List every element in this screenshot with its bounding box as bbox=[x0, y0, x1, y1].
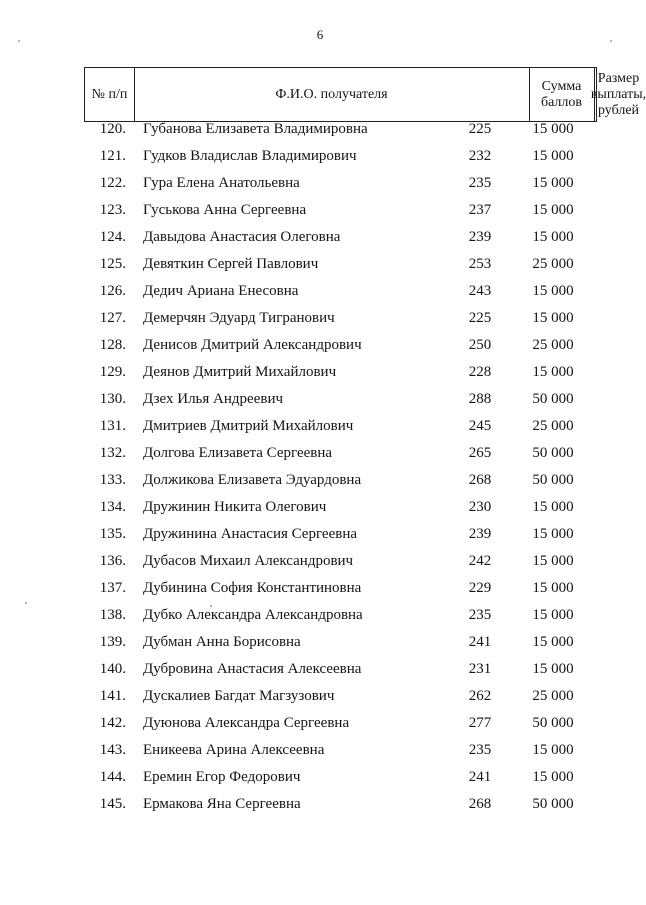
payment-amount: 50 000 bbox=[532, 715, 574, 731]
payment-amount: 15 000 bbox=[532, 742, 574, 758]
scan-speck bbox=[210, 605, 212, 607]
table-row bbox=[0, 792, 640, 819]
recipient-name: Деянов Дмитрий Михайлович bbox=[143, 364, 337, 380]
row-number: 138. bbox=[99, 607, 126, 623]
payment-amount: 15 000 bbox=[532, 310, 574, 326]
table-row bbox=[0, 387, 640, 414]
table-row bbox=[0, 468, 640, 495]
recipient-name: Дзех Илья Андреевич bbox=[143, 391, 284, 407]
payment-amount: 15 000 bbox=[532, 769, 574, 785]
recipient-name: Еникеева Арина Алексеевна bbox=[143, 742, 325, 758]
header-payment: Размер выплаты, рублей bbox=[590, 70, 646, 118]
payment-amount: 15 000 bbox=[532, 364, 574, 380]
row-number: 139. bbox=[99, 634, 126, 650]
table-row bbox=[0, 657, 640, 684]
score-sum: 232 bbox=[468, 148, 492, 164]
row-number: 140. bbox=[99, 661, 126, 677]
row-number: 126. bbox=[99, 283, 126, 299]
payment-amount: 15 000 bbox=[532, 634, 574, 650]
header-score: Сумма баллов bbox=[529, 68, 595, 121]
recipient-name: Дружинин Никита Олегович bbox=[143, 499, 327, 515]
row-number: 137. bbox=[99, 580, 126, 596]
table-row bbox=[0, 603, 640, 630]
row-number: 120. bbox=[99, 121, 126, 137]
recipient-name: Дускалиев Багдат Магзузович bbox=[143, 688, 335, 704]
score-sum: 243 bbox=[468, 283, 492, 299]
score-sum: 239 bbox=[468, 229, 492, 245]
recipient-name: Дубровина Анастасия Алексеевна bbox=[143, 661, 362, 677]
payment-amount: 15 000 bbox=[532, 499, 574, 515]
row-number: 136. bbox=[99, 553, 126, 569]
payment-amount: 25 000 bbox=[532, 256, 574, 272]
table-row bbox=[0, 441, 640, 468]
payment-amount: 15 000 bbox=[532, 175, 574, 191]
table-row bbox=[0, 279, 640, 306]
score-sum: 277 bbox=[468, 715, 492, 731]
recipient-name: Дубасов Михаил Александрович bbox=[143, 553, 354, 569]
score-sum: 241 bbox=[468, 769, 492, 785]
recipient-name: Ермакова Яна Сергеевна bbox=[143, 796, 301, 812]
row-number: 145. bbox=[99, 796, 126, 812]
table-row bbox=[0, 765, 640, 792]
recipient-name: Должикова Елизавета Эдуардовна bbox=[143, 472, 362, 488]
table-row bbox=[0, 306, 640, 333]
score-sum: 237 bbox=[468, 202, 492, 218]
payment-amount: 50 000 bbox=[532, 796, 574, 812]
row-number: 123. bbox=[99, 202, 126, 218]
score-sum: 225 bbox=[468, 121, 492, 137]
recipient-name: Демерчян Эдуард Тигранович bbox=[143, 310, 335, 326]
score-sum: 241 bbox=[468, 634, 492, 650]
recipient-name: Денисов Дмитрий Александрович bbox=[143, 337, 362, 353]
score-sum: 239 bbox=[468, 526, 492, 542]
recipient-name: Дружинина Анастасия Сергеевна bbox=[143, 526, 358, 542]
score-sum: 229 bbox=[468, 580, 492, 596]
score-sum: 245 bbox=[468, 418, 492, 434]
table-body bbox=[0, 117, 640, 819]
score-sum: 235 bbox=[468, 175, 492, 191]
payment-amount: 50 000 bbox=[532, 472, 574, 488]
table-row bbox=[0, 414, 640, 441]
row-number: 129. bbox=[99, 364, 126, 380]
row-number: 131. bbox=[99, 418, 126, 434]
recipient-name: Давыдова Анастасия Олеговна bbox=[143, 229, 341, 245]
payment-amount: 15 000 bbox=[532, 580, 574, 596]
table-row bbox=[0, 684, 640, 711]
table-row bbox=[0, 711, 640, 738]
row-number: 142. bbox=[99, 715, 126, 731]
row-number: 121. bbox=[99, 148, 126, 164]
row-number: 132. bbox=[99, 445, 126, 461]
payment-amount: 15 000 bbox=[532, 283, 574, 299]
row-number: 128. bbox=[99, 337, 126, 353]
table-row bbox=[0, 333, 640, 360]
header-num: № п/п bbox=[85, 68, 135, 121]
row-number: 143. bbox=[99, 742, 126, 758]
payment-amount: 15 000 bbox=[532, 526, 574, 542]
payment-amount: 50 000 bbox=[532, 391, 574, 407]
recipient-name: Долгова Елизавета Сергеевна bbox=[143, 445, 333, 461]
payment-amount: 15 000 bbox=[532, 121, 574, 137]
table-row bbox=[0, 117, 640, 144]
score-sum: 235 bbox=[468, 742, 492, 758]
recipient-name: Дубман Анна Борисовна bbox=[143, 634, 301, 650]
page-number: 6 bbox=[316, 27, 324, 42]
table-row bbox=[0, 576, 640, 603]
score-sum: 225 bbox=[468, 310, 492, 326]
row-number: 124. bbox=[99, 229, 126, 245]
table-row bbox=[0, 171, 640, 198]
recipient-name: Губанова Елизавета Владимировна bbox=[143, 121, 368, 137]
table-row bbox=[0, 738, 640, 765]
payment-amount: 15 000 bbox=[532, 229, 574, 245]
row-number: 133. bbox=[99, 472, 126, 488]
header-name: Ф.И.О. получателя bbox=[134, 68, 530, 121]
payment-amount: 15 000 bbox=[532, 553, 574, 569]
recipient-name: Дмитриев Дмитрий Михайлович bbox=[143, 418, 354, 434]
row-number: 125. bbox=[99, 256, 126, 272]
recipient-name: Гуськова Анна Сергеевна bbox=[143, 202, 307, 218]
table-header bbox=[84, 67, 646, 122]
recipient-name: Дубинина София Константиновна bbox=[143, 580, 362, 596]
payment-amount: 50 000 bbox=[532, 445, 574, 461]
row-number: 130. bbox=[99, 391, 126, 407]
score-sum: 268 bbox=[468, 472, 492, 488]
payment-amount: 15 000 bbox=[532, 607, 574, 623]
payment-amount: 25 000 bbox=[532, 688, 574, 704]
table-row bbox=[0, 144, 640, 171]
score-sum: 262 bbox=[468, 688, 492, 704]
recipient-name: Гудков Владислав Владимирович bbox=[143, 148, 357, 164]
recipient-name: Гура Елена Анатольевна bbox=[143, 175, 300, 191]
score-sum: 288 bbox=[468, 391, 492, 407]
score-sum: 228 bbox=[468, 364, 492, 380]
score-sum: 235 bbox=[468, 607, 492, 623]
score-sum: 268 bbox=[468, 796, 492, 812]
table-row bbox=[0, 495, 640, 522]
score-sum: 250 bbox=[468, 337, 492, 353]
row-number: 144. bbox=[99, 769, 126, 785]
score-sum: 231 bbox=[468, 661, 492, 677]
table-row bbox=[0, 549, 640, 576]
scan-speck bbox=[25, 602, 27, 604]
row-number: 122. bbox=[99, 175, 126, 191]
row-number: 135. bbox=[99, 526, 126, 542]
payment-amount: 25 000 bbox=[532, 418, 574, 434]
score-sum: 230 bbox=[468, 499, 492, 515]
row-number: 127. bbox=[99, 310, 126, 326]
row-number: 141. bbox=[99, 688, 126, 704]
payment-amount: 15 000 bbox=[532, 202, 574, 218]
recipient-name: Еремин Егор Федорович bbox=[143, 769, 301, 785]
table-row bbox=[0, 252, 640, 279]
scan-speck bbox=[18, 40, 20, 42]
recipient-name: Девяткин Сергей Павлович bbox=[143, 256, 319, 272]
scan-speck bbox=[610, 40, 612, 42]
table-row bbox=[0, 630, 640, 657]
recipient-name: Дедич Ариана Енесовна bbox=[143, 283, 299, 299]
payment-amount: 25 000 bbox=[532, 337, 574, 353]
table-row bbox=[0, 360, 640, 387]
recipient-name: Дубко Александра Александровна bbox=[143, 607, 363, 623]
table-row bbox=[0, 225, 640, 252]
recipient-name: Дуюнова Александра Сергеевна bbox=[143, 715, 350, 731]
score-sum: 265 bbox=[468, 445, 492, 461]
table-row bbox=[0, 198, 640, 225]
payment-amount: 15 000 bbox=[532, 661, 574, 677]
score-sum: 242 bbox=[468, 553, 492, 569]
row-number: 134. bbox=[99, 499, 126, 515]
payment-amount: 15 000 bbox=[532, 148, 574, 164]
score-sum: 253 bbox=[468, 256, 492, 272]
table-row bbox=[0, 522, 640, 549]
